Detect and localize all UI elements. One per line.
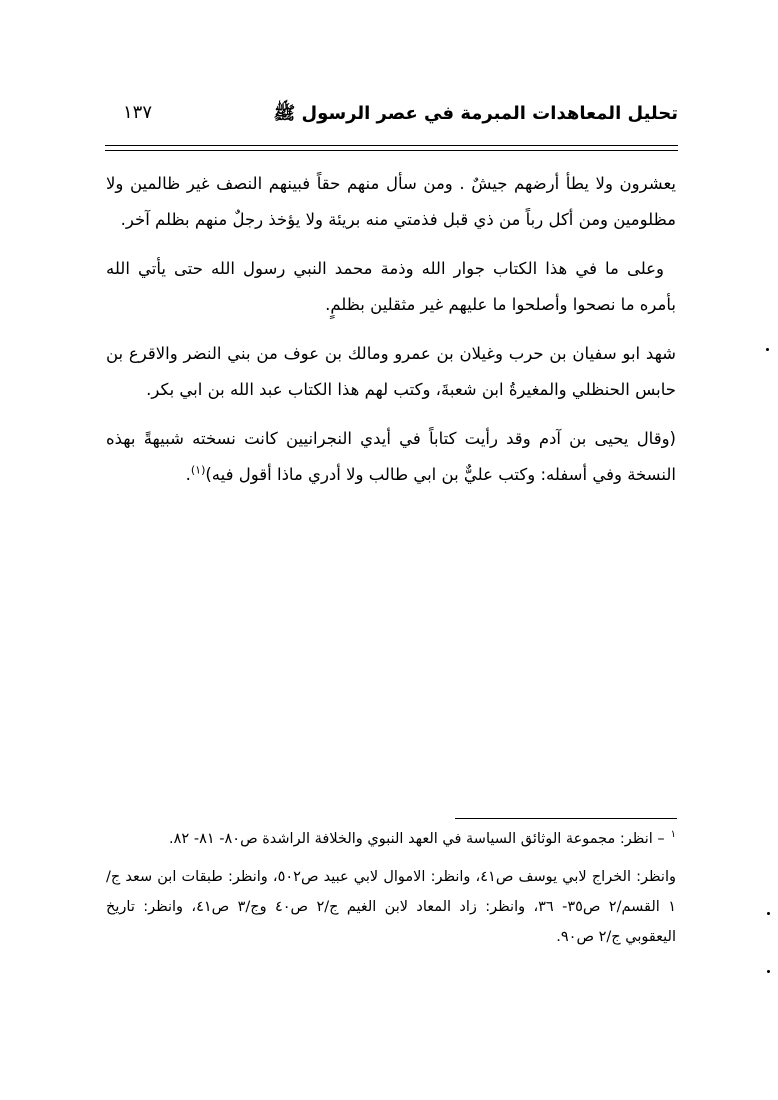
main-text [106,166,676,506]
margin-dot [766,348,769,351]
paragraph-2: وعلى ما في هذا الكتاب جوار الله وذمة محمد النبي رسول الله حتى يأتي الله بأمره ما نصحوا وأصلحوا ما عليهم غير مثقلين بظلمٍ. [106,259,676,314]
paragraph-4-text: (وقال يحيى بن آدم وقد رأيت كتاباً في أيدي النجرانيين كانت نسخته شبيهةً بهذه النسخة وفي أسفله: وكتب عليٌّ بن ابي طالب ولا أدري ماذا أقول فيه) [106,429,676,484]
footnote-marker: ١ [670,829,676,841]
paragraph-4 [106,421,676,493]
paragraph-1: يعشرون ولا يطأ أرضهم جيشٌ . ومن سأل منهم حقاً فبينهم النصف غير ظالمين ولا مظلومين ومن أكل رباً من ذي قبل فذمتي منه بريئة ولا يؤخذ رجلٌ منهم بظلم آخر. [106,174,676,229]
header-rule-bottom [105,150,678,151]
margin-dot [767,970,770,973]
paragraph-4-period: . [185,465,191,484]
paragraph-3: شهد ابو سفيان بن حرب وغيلان بن عمرو ومالك بن عوف من بني النضر والاقرع بن حابس الحنظلي والمغيرةُ ابن شعبةَ، وكتب لهم هذا الكتاب عبد الله بن ابي بكر. [106,344,676,399]
footnote-reference[interactable]: (١) [190,463,206,477]
footnotes [106,824,676,960]
footnote-2: وانظر: الخراج لابي يوسف ص٤١، وانظر: الاموال لابي عبيد ص٥٠٢، وانظر: طبقات ابن سعد ج/١ القسم/٢ ص٣٥- ٣٦، وانظر: زاد المعاد لابن الغيم ج/٢ ص٤٠ وج/٣ ص٤١، وانظر: تاريخ اليعقوبي ج/٢ ص٩٠. [106,869,676,945]
footnote-1-text: – انظر: مجموعة الوثائق السياسة في العهد النبوي والخلافة الراشدة ص٨٠- ٨١- ٨٢. [169,831,665,847]
margin-dot [767,912,770,915]
footnote-separator [455,818,677,819]
page-number: ١٣٧ [123,102,153,123]
header-rule-top [105,145,678,146]
running-header [105,100,678,136]
footnote-1 [106,824,676,854]
header-title: تحليل المعاهدات المبرمة في عصر الرسول ﷺ [273,103,678,124]
